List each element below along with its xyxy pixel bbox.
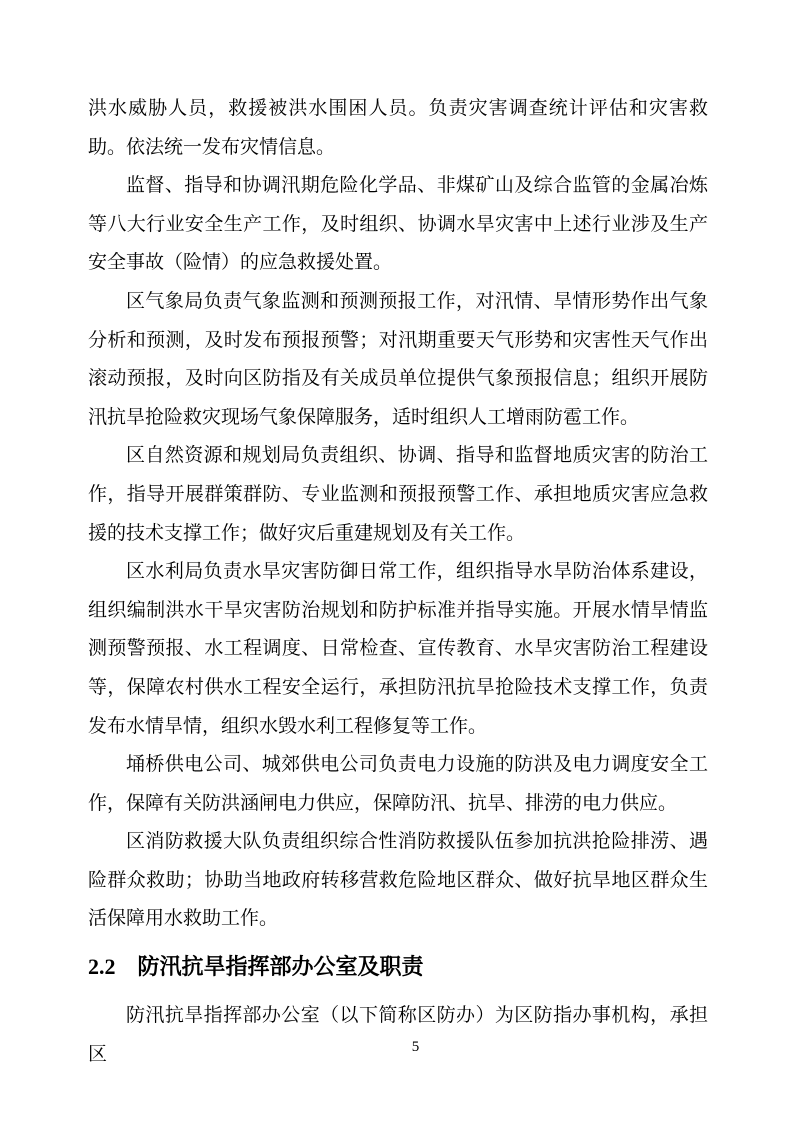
body-paragraph: 洪水威胁人员，救援被洪水围困人员。负责灾害调查统计评估和灾害救助。依法统一发布灾情信息。 [88,98,708,158]
body-paragraph: 区消防救援大队负责组织综合性消防救援队伍参加抗洪抢险排涝、遇险群众救助；协助当地政府转移营救危险地区群众、做好抗旱地区群众生活保障用水救助工作。 [88,831,708,930]
body-paragraph: 监督、指导和协调汛期危险化学品、非煤矿山及综合监管的金属冶炼等八大行业安全生产工作，及时组织、协调水旱灾害中上述行业涉及生产安全事故（险情）的应急救援处置。 [88,175,708,274]
section-heading-title: 防汛抗旱指挥部办公室及职责 [137,954,424,980]
body-paragraph: 区水利局负责水旱灾害防御日常工作，组织指导水旱防治体系建设，组织编制洪水干旱灾害防治规划和防护标准并指导实施。开展水情旱情监测预警预报、水工程调度、日常检查、宣传教育、水旱灾害防治工程建设等，保障农村供水工程安全运行，承担防汛抗旱抢险技术支撑工作，负责发布水情旱情，组织水毁水利工程修复等工作。 [88,561,708,737]
body-paragraph: 防汛抗旱指挥部办公室（以下简称区防办）为区防指办事机构，承担区 [88,1005,708,1065]
page-number: 5 [411,1039,420,1055]
body-paragraph: 埇桥供电公司、城郊供电公司负责电力设施的防洪及电力调度安全工作，保障有关防洪涵闸电力供应，保障防汛、抗旱、排涝的电力供应。 [88,754,708,814]
document-body [88,90,708,1074]
section-heading [88,947,708,987]
section-heading-number: 2.2 [88,954,116,980]
body-paragraph: 区自然资源和规划局负责组织、协调、指导和监督地质灾害的防治工作，指导开展群策群防、专业监测和预报预警工作、承担地质灾害应急救援的技术支撑工作；做好灾后重建规划及有关工作。 [88,445,708,544]
body-paragraph: 区气象局负责气象监测和预测预报工作，对汛情、旱情形势作出气象分析和预测，及时发布预报预警；对汛期重要天气形势和灾害性天气作出滚动预报，及时向区防指及有关成员单位提供气象预报信息；组织开展防汛抗旱抢险救灾现场气象保障服务，适时组织人工增雨防雹工作。 [88,290,708,428]
